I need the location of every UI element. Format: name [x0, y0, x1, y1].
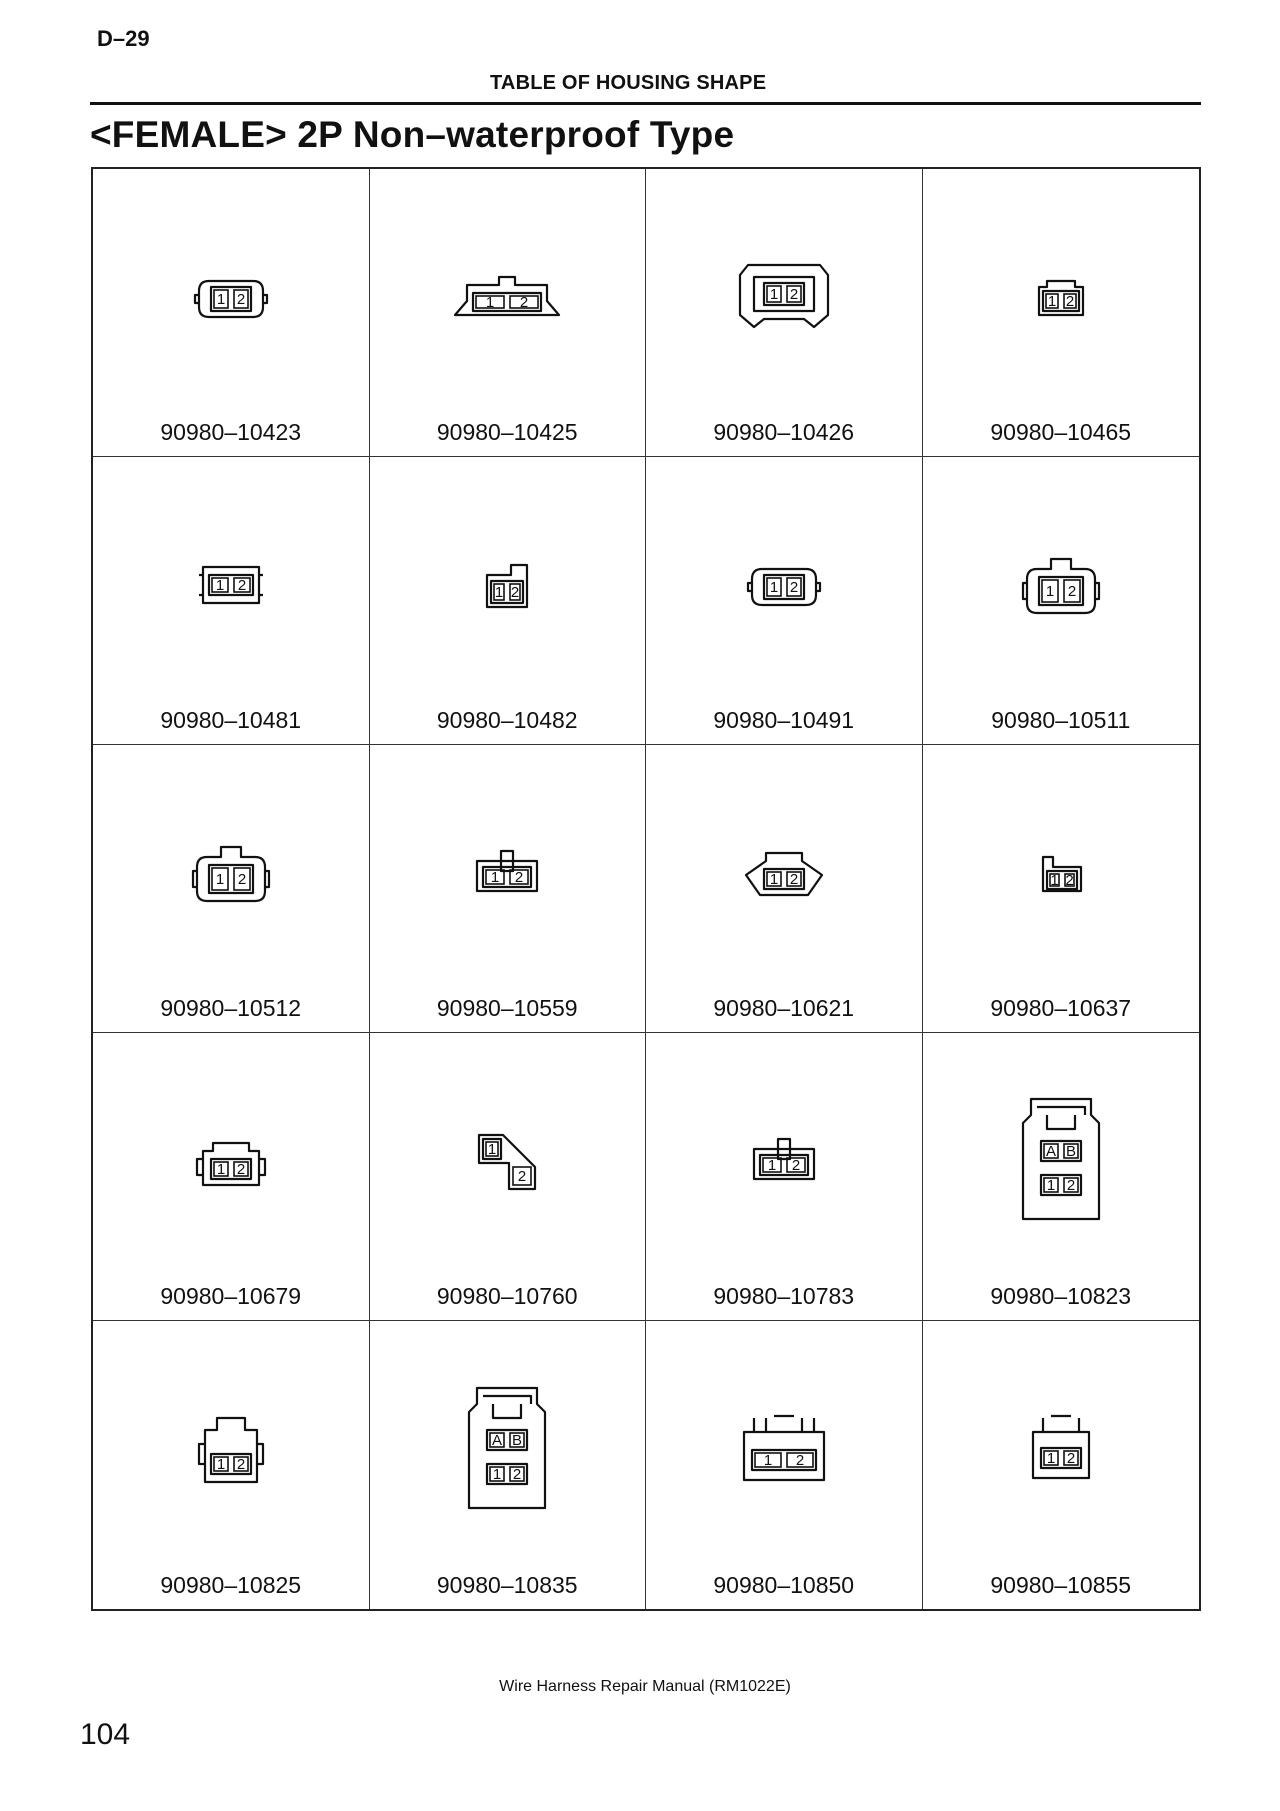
pin-label: 1 — [486, 294, 495, 312]
connector-cell — [93, 1033, 370, 1321]
part-number: 90980–10512 — [160, 995, 302, 1021]
pin-label: 1 — [769, 286, 778, 304]
latch-frame — [1037, 1107, 1085, 1129]
side-latch — [193, 871, 269, 887]
side-latch — [748, 583, 820, 591]
connector-cell — [923, 1321, 1200, 1609]
side-latch — [1023, 583, 1099, 599]
pin-label: 2 — [1065, 872, 1074, 890]
pin-label: 2 — [1065, 293, 1074, 311]
pin-label: 1 — [1050, 872, 1059, 890]
pin-label: 2 — [789, 871, 798, 889]
part-number: 90980–10465 — [990, 419, 1132, 445]
connector-cell — [370, 1321, 647, 1609]
connector-cell — [923, 745, 1200, 1033]
pin-label: A — [1045, 1143, 1056, 1161]
pin-label: 1 — [488, 1141, 497, 1159]
connector-svg — [151, 1368, 311, 1528]
pin-label: 2 — [1066, 1449, 1075, 1467]
connector-svg — [704, 215, 864, 375]
connector-housing-drawing — [704, 215, 864, 375]
pin-label: A — [492, 1431, 503, 1449]
pin-label: 2 — [511, 584, 520, 602]
post — [754, 1416, 814, 1432]
section-code: D–29 — [97, 26, 150, 51]
part-number: 90980–10760 — [436, 1283, 578, 1309]
connector-housing-drawing — [427, 215, 587, 375]
connector-cell — [370, 169, 647, 457]
pin-label: 1 — [769, 871, 778, 889]
connector-housing-drawing — [704, 1368, 864, 1528]
connector-cell — [923, 169, 1200, 457]
connector-housing-drawing — [704, 791, 864, 951]
connector-housing-drawing — [427, 1079, 587, 1239]
part-number: 90980–10679 — [160, 1283, 302, 1309]
connector-cell — [370, 1033, 647, 1321]
pin-label: 1 — [493, 1465, 502, 1483]
housing-outline — [1043, 857, 1081, 891]
connector-cell — [923, 457, 1200, 745]
pin-label: 1 — [763, 1451, 772, 1469]
part-number: 90980–10835 — [436, 1572, 578, 1598]
connector-svg — [981, 503, 1141, 663]
page-title: <FEMALE> 2P Non–waterproof Type — [90, 114, 735, 155]
connector-cell — [646, 457, 923, 745]
housing-outline — [744, 1432, 824, 1480]
housing-outline — [455, 277, 559, 315]
connector-svg — [981, 1079, 1141, 1239]
pin-label: 2 — [789, 286, 798, 304]
pin-label: 2 — [795, 1451, 804, 1469]
connector-housing-drawing — [981, 1079, 1141, 1239]
connector-housing-drawing — [704, 503, 864, 663]
pin-label: 1 — [216, 291, 225, 309]
connector-svg — [151, 1079, 311, 1239]
pin-label: 2 — [236, 1161, 245, 1179]
part-number: 90980–10621 — [713, 995, 855, 1021]
latch-frame — [483, 1396, 531, 1418]
pin-label: 1 — [769, 579, 778, 597]
connector-housing-drawing — [151, 503, 311, 663]
connector-housing-drawing — [427, 503, 587, 663]
connector-housing-drawing — [981, 215, 1141, 375]
connector-housing-drawing — [981, 1368, 1141, 1528]
connector-svg — [981, 791, 1141, 951]
side-latch — [195, 295, 267, 303]
housing-outline — [205, 1418, 257, 1482]
side-ear — [197, 1159, 265, 1175]
part-number: 90980–10855 — [990, 1572, 1132, 1598]
pin-label: 2 — [789, 579, 798, 597]
connector-svg — [427, 1079, 587, 1239]
page-heading: TABLE OF HOUSING SHAPE — [490, 72, 767, 94]
post — [1043, 1416, 1079, 1432]
connector-cell — [93, 745, 370, 1033]
connector-cell — [370, 457, 647, 745]
connector-housing-drawing — [704, 1079, 864, 1239]
connector-cell — [93, 169, 370, 457]
pin-label: 2 — [236, 291, 245, 309]
housing-shape-table — [91, 167, 1201, 1611]
connector-svg — [151, 215, 311, 375]
part-number: 90980–10850 — [713, 1572, 855, 1598]
part-number: 90980–10425 — [436, 419, 578, 445]
connector-svg — [981, 1368, 1141, 1528]
connector-svg — [427, 215, 587, 375]
connector-housing-drawing — [427, 1368, 587, 1528]
pin-label: 2 — [791, 1157, 800, 1175]
pin-label: 2 — [513, 1465, 522, 1483]
pin-label: 1 — [215, 577, 224, 595]
connector-svg — [704, 791, 864, 951]
connector-cell — [370, 745, 647, 1033]
housing-outline — [487, 565, 527, 607]
pin-label: 2 — [518, 1168, 527, 1186]
pin-label: 2 — [520, 294, 529, 312]
pin-label: 2 — [237, 577, 246, 595]
pin-label: 1 — [216, 1455, 225, 1473]
connector-housing-drawing — [151, 791, 311, 951]
connector-cell — [646, 169, 923, 457]
connector-cell — [93, 1321, 370, 1609]
connector-cell — [646, 745, 923, 1033]
pin-label: 1 — [1045, 583, 1054, 601]
housing-outline — [1023, 1099, 1099, 1219]
connector-svg — [704, 1079, 864, 1239]
page-number: 104 — [80, 1718, 131, 1751]
pin-label: 2 — [1066, 1177, 1075, 1195]
heading-divider — [90, 102, 1201, 105]
part-number: 90980–10491 — [713, 707, 855, 733]
pin-label: 1 — [216, 1161, 225, 1179]
pin-label: 1 — [767, 1157, 776, 1175]
connector-housing-drawing — [151, 1368, 311, 1528]
connector-svg — [427, 791, 587, 951]
pin-label: 1 — [491, 869, 500, 887]
connector-housing-drawing — [151, 215, 311, 375]
part-number: 90980–10482 — [436, 707, 578, 733]
pin-label: 1 — [1046, 1449, 1055, 1467]
connector-svg — [704, 503, 864, 663]
connector-svg — [427, 1368, 587, 1528]
connector-svg — [427, 503, 587, 663]
pin-label: 1 — [1047, 293, 1056, 311]
part-number: 90980–10637 — [990, 995, 1132, 1021]
pin-label: 2 — [1067, 583, 1076, 601]
connector-housing-drawing — [981, 503, 1141, 663]
pin-label: 2 — [237, 871, 246, 889]
connector-svg — [151, 791, 311, 951]
pin-label: B — [512, 1431, 523, 1449]
pin-label: 1 — [1046, 1177, 1055, 1195]
connector-cell — [923, 1033, 1200, 1321]
part-number: 90980–10823 — [990, 1283, 1132, 1309]
pin-label: 1 — [215, 871, 224, 889]
connector-svg — [151, 503, 311, 663]
part-number: 90980–10825 — [160, 1572, 302, 1598]
footer-manual-title: Wire Harness Repair Manual (RM1022E) — [499, 1678, 791, 1695]
part-number: 90980–10426 — [713, 419, 855, 445]
part-number: 90980–10511 — [991, 707, 1131, 733]
connector-svg — [981, 215, 1141, 375]
pin-label: 1 — [495, 584, 504, 602]
connector-cell — [646, 1033, 923, 1321]
connector-housing-drawing — [151, 1079, 311, 1239]
connector-cell — [93, 457, 370, 745]
part-number: 90980–10423 — [160, 419, 302, 445]
part-number: 90980–10783 — [713, 1283, 855, 1309]
part-number: 90980–10559 — [436, 995, 578, 1021]
connector-housing-drawing — [427, 791, 587, 951]
connector-housing-drawing — [981, 791, 1141, 951]
connector-cell — [646, 1321, 923, 1609]
housing-outline — [469, 1388, 545, 1508]
pin-label: 2 — [236, 1455, 245, 1473]
pin-label: 2 — [515, 869, 524, 887]
pin-label: B — [1065, 1143, 1076, 1161]
connector-svg — [704, 1368, 864, 1528]
part-number: 90980–10481 — [160, 707, 302, 733]
